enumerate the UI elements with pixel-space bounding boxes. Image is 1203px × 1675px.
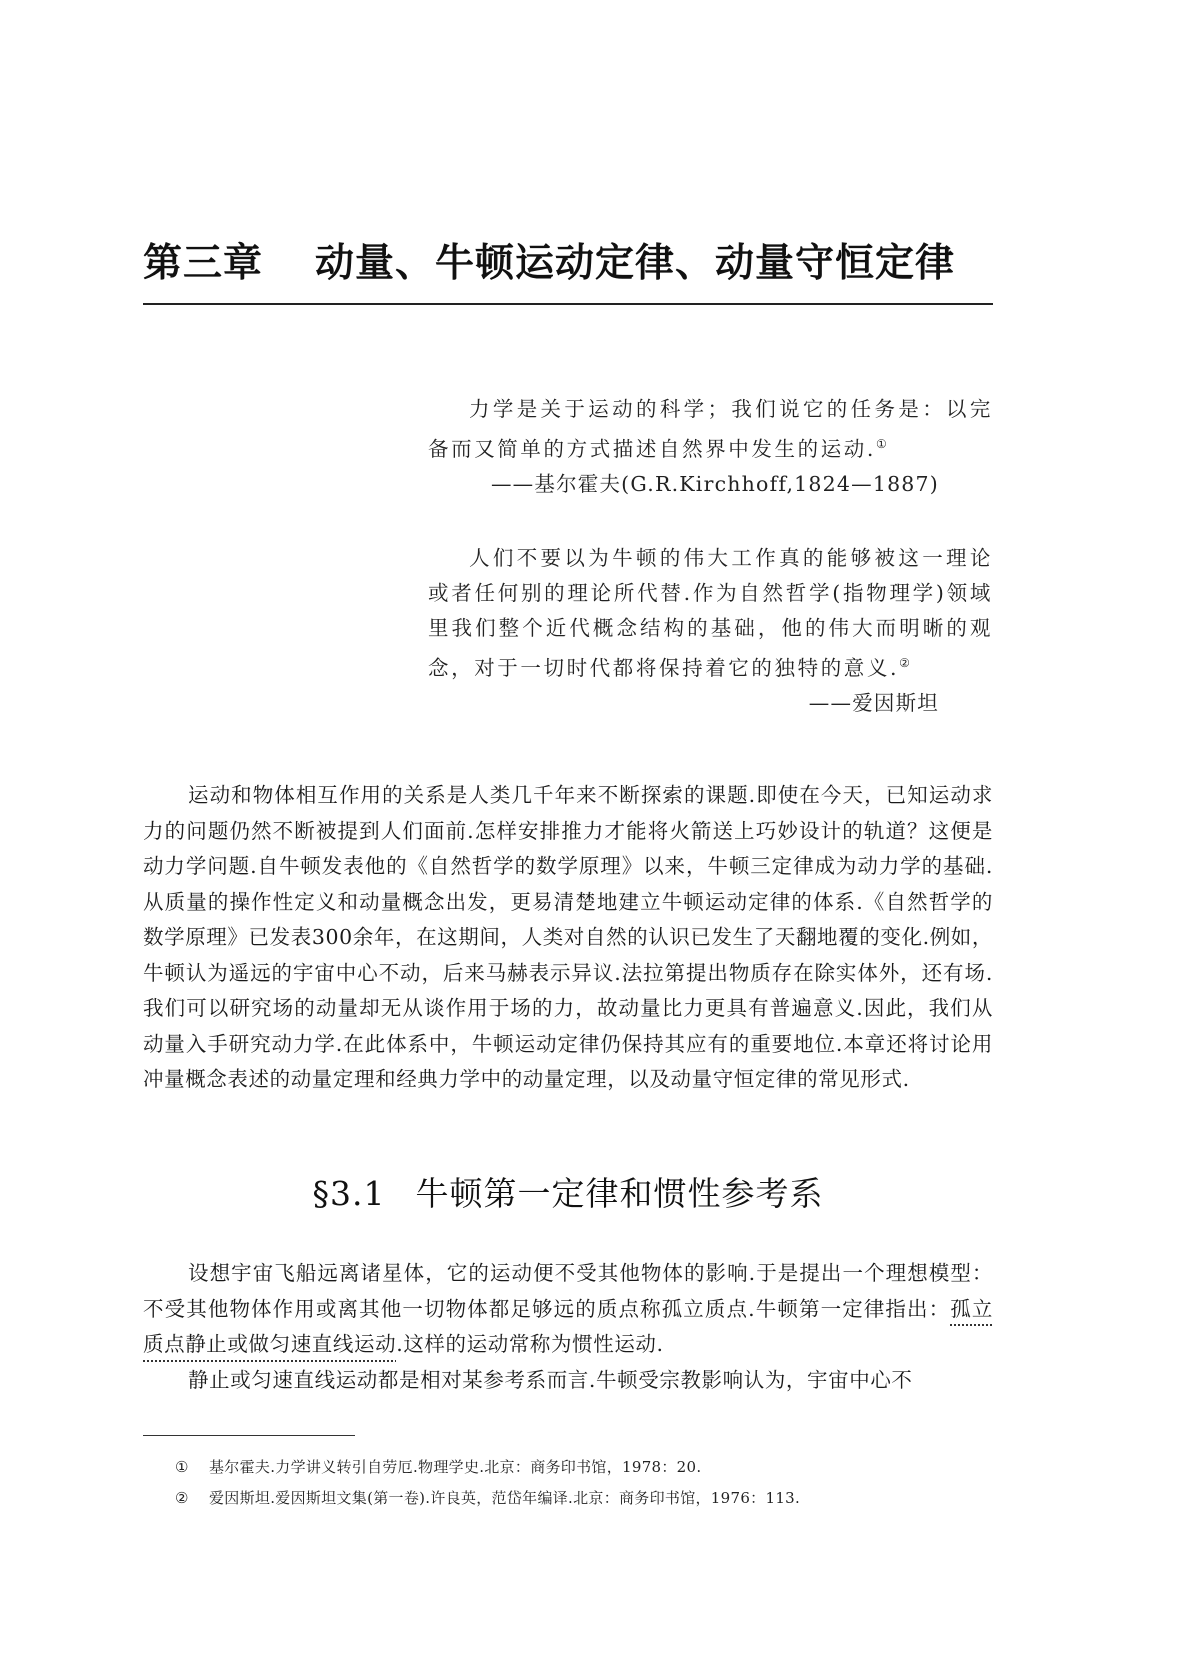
section-body	[143, 1256, 993, 1398]
footnote-text: 爱因斯坦.爱因斯坦文集(第一卷).许良英，范岱年编译.北京：商务印书馆，1976：113.	[209, 1489, 801, 1507]
section-paragraph: 设想宇宙飞船远离诸星体，它的运动便不受其他物体的影响.于是提出一个理想模型：不受其他物体作用或离其他一切物体都足够远的质点称孤立质点.牛顿第一定律指出：孤立质点静止或做匀速直线运动.这样的运动常称为惯性运动.	[143, 1261, 993, 1356]
emphasized-law: 孤立质点静止或做匀速直线运动	[143, 1296, 993, 1356]
footnote-mark: ②	[175, 1489, 189, 1507]
section-title: 牛顿第一定律和惯性参考系	[415, 1174, 824, 1213]
intro-paragraph: 运动和物体相互作用的关系是人类几千年来不断探索的课题.即使在今天，已知运动求力的问题仍然不断被提到人们面前.怎样安排推力才能将火箭送上巧妙设计的轨道？这便是动力学问题.自牛顿发表他的《自然哲学的数学原理》以来，牛顿三定律成为动力学的基础.从质量的操作性定义和动量概念出发，更易清楚地建立牛顿运动定律的体系.《自然哲学的数学原理》已发表300余年，在这期间，人类对自然的认识已发生了天翻地覆的变化.例如，牛顿认为遥远的宇宙中心不动，后来马赫表示异议.法拉第提出物质存在除实体外，还有场.我们可以研究场的动量却无从谈作用于场的力，故动量比力更具有普遍意义.因此，我们从动量入手研究动力学.在此体系中，牛顿运动定律仍保持其应有的重要地位.本章还将讨论用冲量概念表述的动量定理和经典力学中的动量定理，以及动量守恒定律的常见形式.	[143, 783, 993, 1091]
footnotes	[175, 1452, 975, 1514]
epigraph-text: 人们不要以为牛顿的伟大工作真的能够被这一理论或者任何别的理论所代替.作为自然哲学(指物理学)领域里我们整个近代概念结构的基础，他的伟大而明晰的观念，对于一切时代都将保持着它的独特的意义.②	[428, 546, 993, 680]
title-rule	[143, 303, 993, 305]
footnote-ref: ②	[899, 656, 910, 670]
epigraph-kirchhoff	[428, 392, 993, 502]
footnote	[175, 1452, 975, 1483]
footnote-ref: ①	[876, 437, 887, 451]
footnote	[175, 1483, 975, 1514]
epigraph-einstein	[428, 541, 993, 721]
footnote-rule	[143, 1435, 355, 1436]
footnote-mark: ①	[175, 1458, 189, 1476]
chapter-number: 第三章	[143, 241, 264, 286]
chapter-name: 动量、牛顿运动定律、动量守恒定律	[315, 241, 956, 286]
chapter-title	[143, 232, 993, 288]
epigraph-attribution: ——爱因斯坦	[808, 691, 939, 715]
chapter-intro	[143, 778, 993, 1098]
section-paragraph: 静止或匀速直线运动都是相对某参考系而言.牛顿受宗教影响认为，宇宙中心不	[188, 1367, 913, 1392]
epigraph-text: 力学是关于运动的科学；我们说它的任务是：以完备而又简单的方式描述自然界中发生的运动.①	[428, 397, 993, 461]
epigraph-attribution: ——基尔霍夫(G.R.Kirchhoff,1824—1887)	[490, 472, 939, 496]
footnote-text: 基尔霍夫.力学讲义转引自劳厄.物理学史.北京：商务印书馆，1978：20.	[209, 1458, 702, 1476]
section-number: §3.1	[312, 1174, 386, 1213]
section-heading	[143, 1168, 993, 1215]
